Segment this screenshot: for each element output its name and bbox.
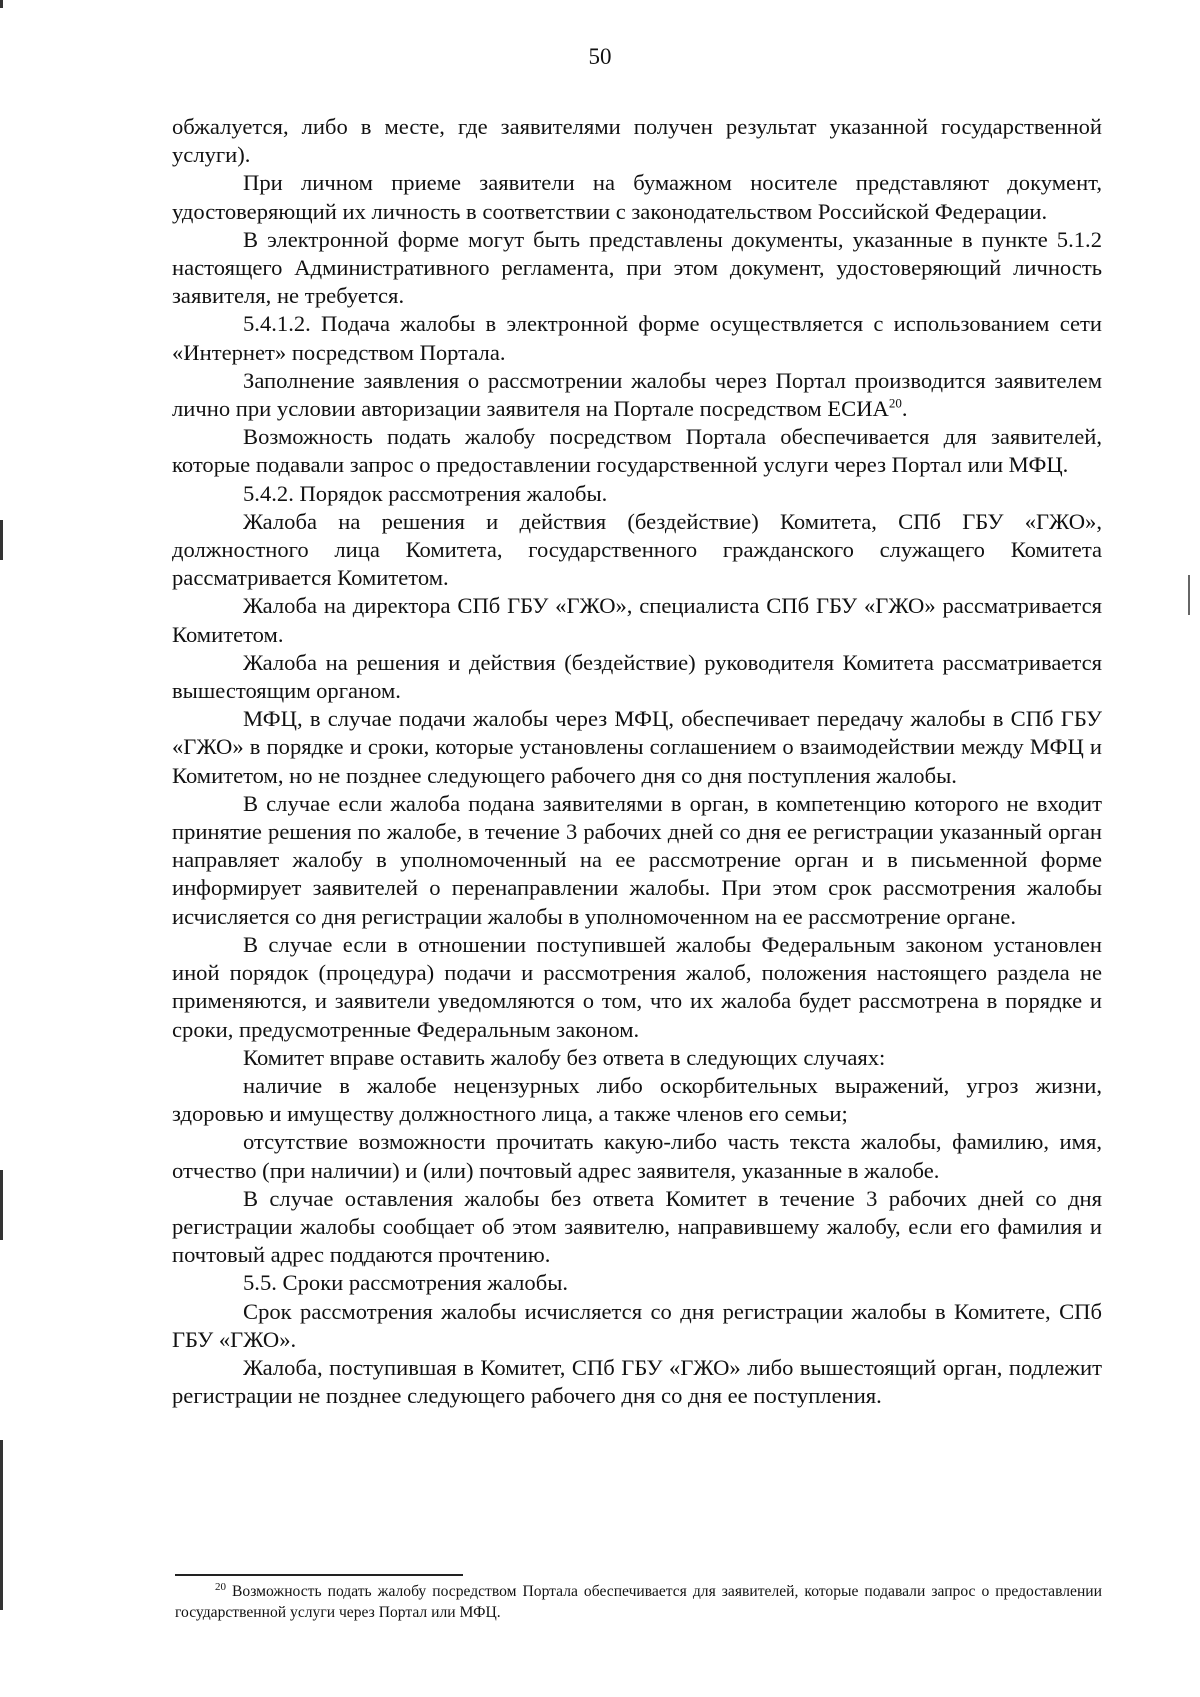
paragraph-3: В электронной форме могут быть представлены документы, указанные в пункте 5.1.2 настоящего Административного регламента, при этом документ, удостоверяющий личность заявителя, не требуется.	[172, 226, 1102, 309]
paragraph-15: наличие в жалобе нецензурных либо оскорбительных выражений, угроз жизни, здоровью и имуществу должностного лица, а также членов его семьи;	[172, 1072, 1102, 1127]
paragraph-5	[172, 367, 1102, 423]
paragraph-2: При личном приеме заявители на бумажном носителе представляют документ, удостоверяющий их личность в соответствии с законодательством Российской Федерации.	[172, 170, 1102, 224]
paragraph-19: Срок рассмотрения жалобы исчисляется со дня регистрации жалобы в Комитете, СПб ГБУ «ГЖО».	[172, 1298, 1102, 1352]
scan-edge-left-mid	[0, 520, 3, 560]
paragraph-18: 5.5. Сроки рассмотрения жалобы.	[243, 1270, 569, 1296]
paragraph-6: Возможность подать жалобу посредством Портала обеспечивается для заявителей, которые подавали запрос о предоставлении государственной услуги через Портал или МФЦ.	[172, 424, 1102, 478]
paragraph-5-tail: .	[901, 396, 908, 422]
paragraph-14: Комитет вправе оставить жалобу без ответа в следующих случаях:	[243, 1044, 886, 1070]
footnote-divider	[175, 1574, 463, 1576]
footnote-20	[175, 1581, 1102, 1623]
paragraph-1: обжалуется, либо в месте, где заявителями получен результат указанной государственной услуги).	[172, 114, 1102, 168]
paragraph-10: Жалоба на решения и действия (бездействие) руководителя Комитета рассматривается вышестоящим органом.	[172, 649, 1102, 704]
footnote-number: 20	[215, 1580, 226, 1593]
page-number: 50	[588, 44, 612, 69]
scan-edge-left-low	[0, 1170, 3, 1240]
footnote-text: Возможность подать жалобу посредством Портала обеспечивается для заявителей, которые подавали запрос о предоставлении государственной услуги через Портал или МФЦ.	[175, 1583, 1102, 1621]
paragraph-8: Жалоба на решения и действия (бездействие) Комитета, СПб ГБУ «ГЖО», должностного лица Комитета, государственного гражданского служащего Комитета рассматривается Комитетом.	[172, 508, 1102, 591]
scan-edge-left-bottom	[0, 1440, 3, 1610]
paragraph-7: 5.4.2. Порядок рассмотрения жалобы.	[243, 480, 608, 506]
paragraph-20: Жалоба, поступившая в Комитет, СПб ГБУ «ГЖО» либо вышестоящий орган, подлежит регистрации не позднее следующего рабочего дня со дня ее поступления.	[172, 1354, 1102, 1409]
paragraph-16: отсутствие возможности прочитать какую-либо часть текста жалобы, фамилию, имя, отчество (при наличии) и (или) почтовый адрес заявителя, указанные в жалобе.	[172, 1129, 1102, 1183]
scan-edge-left-top	[0, 0, 3, 8]
paragraph-13: В случае если в отношении поступившей жалобы Федеральным законом установлен иной порядок (процедура) подачи и рассмотрения жалоб, положения настоящего раздела не применяются, и заявители уведомляются о том, что их жалоба будет рассмотрена в порядке и сроки, предусмотренные Федеральным законом.	[172, 931, 1102, 1042]
paragraph-17: В случае оставления жалобы без ответа Комитет в течение 3 рабочих дней со дня регистрации жалобы сообщает об этом заявителю, направившему жалобу, если его фамилия и почтовый адрес поддаются прочтению.	[172, 1185, 1102, 1268]
document-body	[172, 113, 1102, 1410]
paragraph-4: 5.4.1.2. Подача жалобы в электронной форме осуществляется с использованием сети «Интернет» посредством Портала.	[172, 311, 1102, 365]
paragraph-5-text: Заполнение заявления о рассмотрении жалобы через Портал производится заявителем лично при условии авторизации заявителя на Портале посредством ЕСИА	[172, 367, 1102, 422]
paragraph-11: МФЦ, в случае подачи жалобы через МФЦ, обеспечивает передачу жалобы в СПб ГБУ «ГЖО» в порядке и сроки, которые установлены соглашением о взаимодействии между МФЦ и Комитетом, но не позднее следующего рабочего дня со дня поступления жалобы.	[172, 706, 1102, 788]
paragraph-9: Жалоба на директора СПб ГБУ «ГЖО», специалиста СПб ГБУ «ГЖО» рассматривается Комитетом.	[172, 593, 1102, 647]
paragraph-12: В случае если жалоба подана заявителями в орган, в компетенцию которого не входит принятие решения по жалобе, в течение 3 рабочих дней со дня ее регистрации указанный орган направляет жалобу в уполномоченный на ее рассмотрение орган и в письменной форме информирует заявителей о перенаправлении жалобы. При этом срок рассмотрения жалобы исчисляется со дня регистрации жалобы в уполномоченном на ее рассмотрение органе.	[172, 790, 1102, 929]
footnote-ref-20[interactable]: 20	[888, 395, 902, 411]
scan-edge-right	[1188, 575, 1190, 615]
